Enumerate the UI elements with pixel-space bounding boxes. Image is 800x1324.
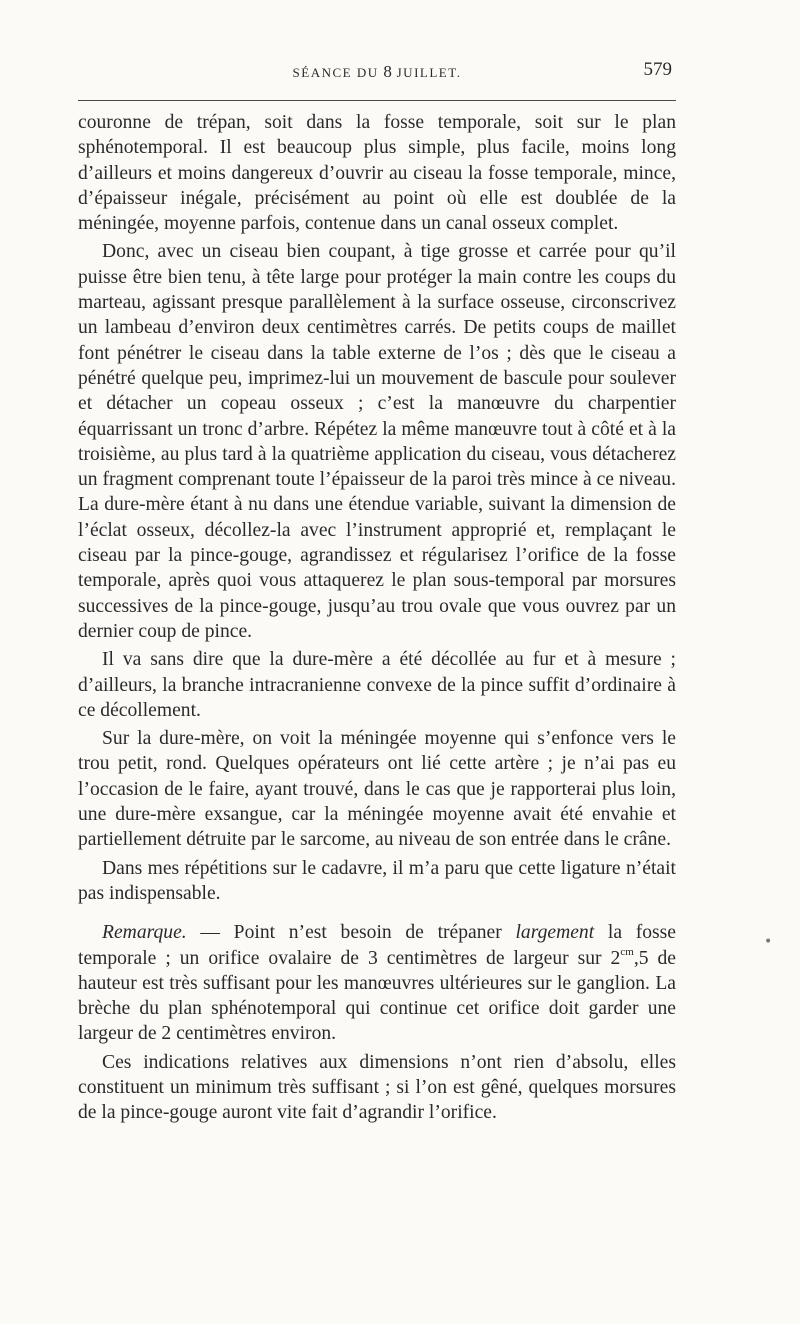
body-text — [78, 110, 676, 1126]
paragraph-1: couronne de trépan, soit dans la fosse temporale, soit sur le plan sphénotemporal. Il est beaucoup plus simple, plus facile, moins long d’ailleurs et moins dangereux d’ouvrir au ciseau la fosse temporale, mince, d’épaisseur inégale, précisément au point où elle est doublée de la méningée, moyenne parfois, contenue dans un canal osseux complet. — [78, 112, 676, 235]
page-header — [78, 59, 676, 88]
running-head-date: 8 — [383, 62, 392, 81]
margin-ink-dot: • — [764, 934, 773, 950]
running-head — [78, 62, 676, 82]
remarque-emphasis: largement — [515, 922, 595, 944]
running-head-before: SÉANCE DU — [292, 65, 384, 80]
remarque-unit-sup: cm — [620, 945, 634, 958]
paragraph-7: Ces indications relatives aux dimensions n’ont rien d’absolu, elles constituent un minimum très suffisant ; si l’on est gêné, quelques morsures de la pince-gouge auront vite fait d’agrandir l’orifice. — [78, 1051, 676, 1124]
remarque-text-b: la fosse temporale ; un orifice ovalaire de 3 centimètres de largeur sur 2 — [78, 922, 676, 969]
paragraph-3: Il va sans dire que la dure-mère a été décollée au fur et à mesure ; d’ailleurs, la branche intracranienne convexe de la pince suffit d’ordinaire à ce décollement. — [78, 649, 676, 721]
header-rule — [78, 100, 676, 101]
paragraph-remarque — [78, 920, 676, 1046]
remarque-label: Remarque. — [102, 922, 187, 944]
remarque-text-c: ,5 de hauteur est très suffisant pour les manœuvres ultérieures sur le ganglion. La brèche du plan sphénotemporal qui continue cet orifice doit garder une largeur de 2 centimètres environ. — [78, 947, 676, 1045]
remarque-text-a: — Point n’est besoin de trépaner — [186, 922, 516, 944]
paragraph-4: Sur la dure-mère, on voit la méningée moyenne qui s’enfonce vers le trou petit, rond. Quelques opérateurs ont lié cette artère ; je n’ai pas eu l’occasion de le faire, ayant trouvé, dans le cas que je rapporterai plus loin, une dure-mère exsangue, car la méningée moyenne avait été envahie et partiellement détruite par le sarcome, au niveau de son entrée dans le crâne. — [78, 728, 676, 851]
paragraph-5: Dans mes répétitions sur le cadavre, il m’a paru que cette ligature n’était pas indispensable. — [78, 857, 676, 904]
paragraph-2: Donc, avec un ciseau bien coupant, à tige grosse et carrée pour qu’il puisse être bien tenu, à tête large pour protéger la main contre les coups du marteau, agissant presque parallèlement à la surface osseuse, circonscrivez un lambeau d’environ deux centimètres carrés. De petits coups de maillet font pénétrer le ciseau dans la table externe de l’os ; dès que le ciseau a pénétré quelque peu, imprimez-lui un mouvement de bascule pour soulever et détacher un copeau osseux ; c’est la manœuvre du charpentier équarrissant un tronc d’arbre. Répétez la même manœuvre tout à côté et à la troisième, au plus tard à la quatrième application du ciseau, vous détacherez un fragment comprenant toute l’épaisseur de la paroi très mince à ce niveau. La dure-mère étant à nu dans une étendue variable, suivant la dimension de l’éclat osseux, décollez-la avec l’instrument approprié et, remplaçant le ciseau par la pince-gouge, agrandissez et régularisez l’orifice de la fosse temporale, après quoi vous attaquerez le plan sous-temporal par morsures successives de la pince-gouge, jusqu’au trou ovale que vous ouvrez par un dernier coup de pince. — [78, 241, 676, 642]
page-number: 579 — [643, 59, 672, 80]
running-head-after: JUILLET. — [391, 65, 462, 80]
